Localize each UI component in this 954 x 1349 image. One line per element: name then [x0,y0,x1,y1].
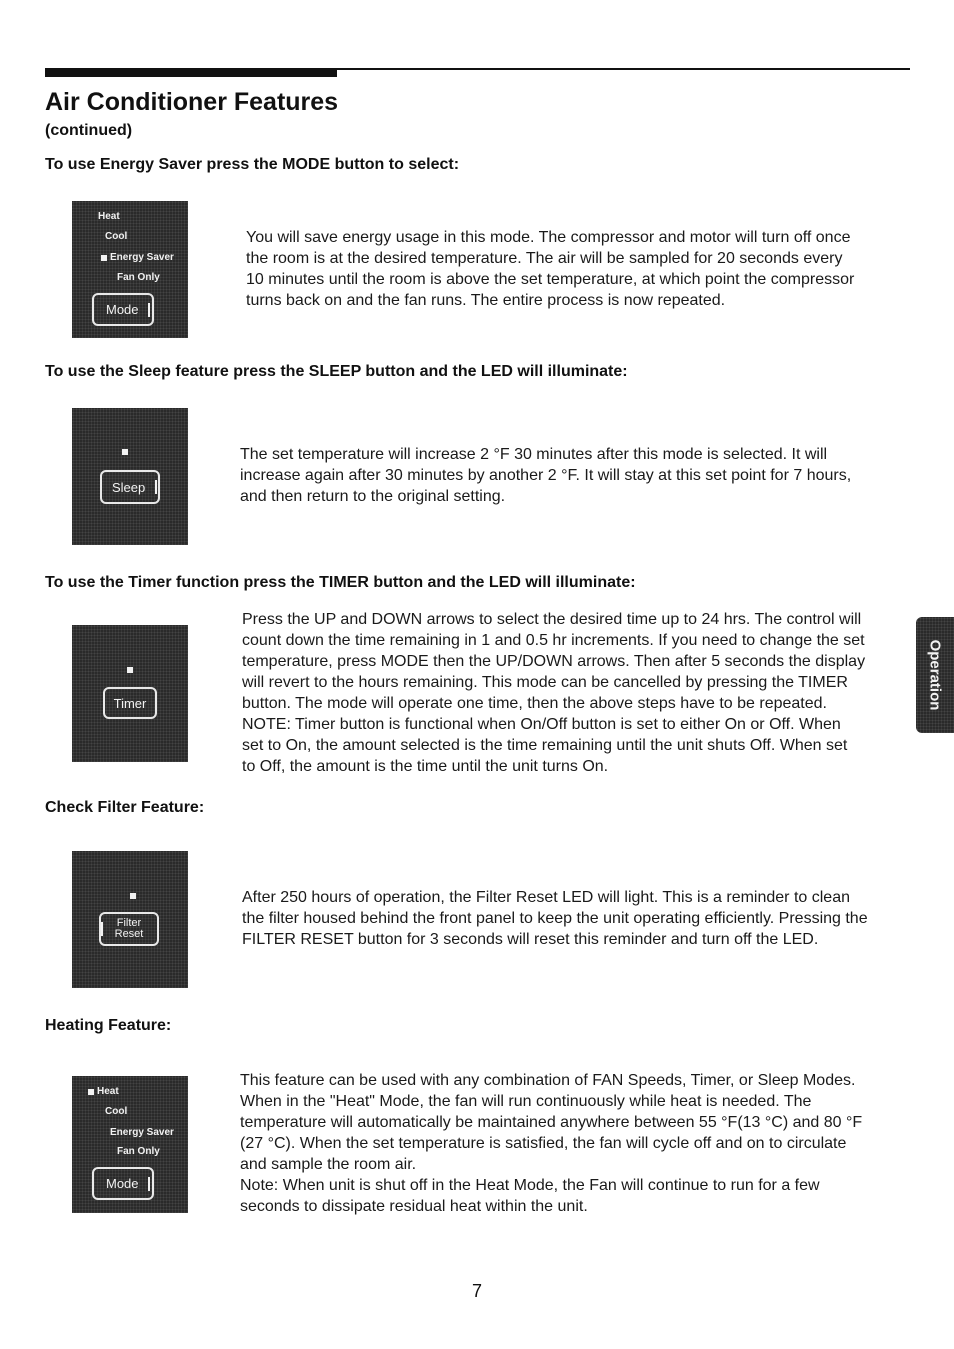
side-tab-operation[interactable] [916,617,954,733]
mode-button-label: Mode [106,1176,139,1191]
sleep-button[interactable] [100,470,160,504]
section-heading-energy-saver: To use Energy Saver press the MODE button to select: [45,156,460,173]
sleep-button-indicator [155,480,157,494]
menu-item-heat: Heat [97,1086,119,1097]
timer-led-icon [127,667,133,673]
filter-reset-button[interactable] [99,912,159,946]
filter-description: After 250 hours of operation, the Filter Reset LED will light. This is a reminder to clean the filter housed behind the front panel to keep the unit operating efficiently. Pressing the FILTER RESET button for 3 seconds will reset this reminder and turn off the LED. [242,889,868,948]
timer-button[interactable] [103,687,157,719]
side-tab-label: Operation [926,639,944,711]
section-heading-sleep: To use the Sleep feature press the SLEEP button and the LED will illuminate: [45,363,628,380]
menu-item-fan-only: Fan Only [117,1146,160,1157]
mode-button[interactable] [92,1167,154,1200]
menu-item-energy-saver: Energy Saver [110,1127,174,1138]
energy-saver-description: You will save energy usage in this mode. The compressor and motor will turn off once the room is at the desired temperature. The air will be sampled for 20 seconds every 10 minutes until the room is above the set temperature, at which point the compressor turns back on and the fan runs. The entire process is now repeated. [246,229,855,309]
control-panel-filter [72,851,188,988]
menu-item-heat: Heat [98,211,120,222]
mode-button-indicator [148,303,150,317]
control-panel-heat-mode [72,1076,188,1213]
menu-item-energy-saver: Energy Saver [110,252,174,263]
mode-button-indicator [148,1177,150,1191]
sleep-led-icon [122,449,128,455]
mode-button[interactable] [92,293,154,326]
menu-item-fan-only: Fan Only [117,272,160,283]
menu-item-cool: Cool [105,1106,128,1117]
section-heading-heating: Heating Feature: [45,1017,172,1034]
page-number: 7 [471,1281,482,1301]
control-panel-timer [72,625,188,762]
control-panel-mode [72,201,188,338]
page-title: Air Conditioner Features [45,88,339,116]
mode-button-label: Mode [106,302,139,317]
timer-description: Press the UP and DOWN arrows to select the desired time up to 24 hrs. The control will count down the time remaining in 1 and 0.5 hr increments. If you need to change the set temperature, press MODE then the UP/DOWN arrows. Then after 5 seconds the display will revert to the hours remaining. This mode can be cancelled by pressing the TIMER button. The mode will operate one time, then the above steps have to be repeated. NOTE: Timer button is functional when On/Off button is set to either On or Off. When set to On, the amount selected is the time remaining until the unit shuts Off. When set to Off, the amount is the time until the unit turns On. [242,611,866,775]
filter-led-icon [130,893,136,899]
page-subtitle: (continued) [45,122,133,139]
timer-button-label: Timer [113,695,147,711]
led-indicator-heat [88,1089,94,1095]
filter-button-label-line1: Filter [116,917,142,929]
led-indicator-energy-saver [101,255,107,261]
filter-button-indicator [101,922,103,936]
sleep-description: The set temperature will increase 2 °F 30 minutes after this mode is selected. It will increase again after 30 minutes by another 2 °F. It will stay at this set point for 7 hours, and then return to the original setting. [240,446,852,505]
sleep-button-label: Sleep [112,479,146,495]
menu-item-cool: Cool [105,231,128,242]
control-panel-sleep [72,408,188,545]
section-heading-timer: To use the Timer function press the TIMER button and the LED will illuminate: [45,574,636,591]
filter-button-label-line2: Reset [114,928,144,940]
section-heading-check-filter: Check Filter Feature: [45,799,205,816]
heating-description: This feature can be used with any combination of FAN Speeds, Timer, or Sleep Modes. When in the "Heat" Mode, the fan will run continuously while heat is needed. The temperature will automatically be maintained anywhere between 55 °F(13 °C) and 80 °F (27 °C). When the set temperature is satisfied, the fan will cycle off and on to circulate and sample the room air. Note: When unit is shut off in the Heat Mode, the Fan will continue to run for a few seconds to dissipate residual heat within the unit. [240,1072,863,1215]
header-rule-accent [45,68,337,77]
